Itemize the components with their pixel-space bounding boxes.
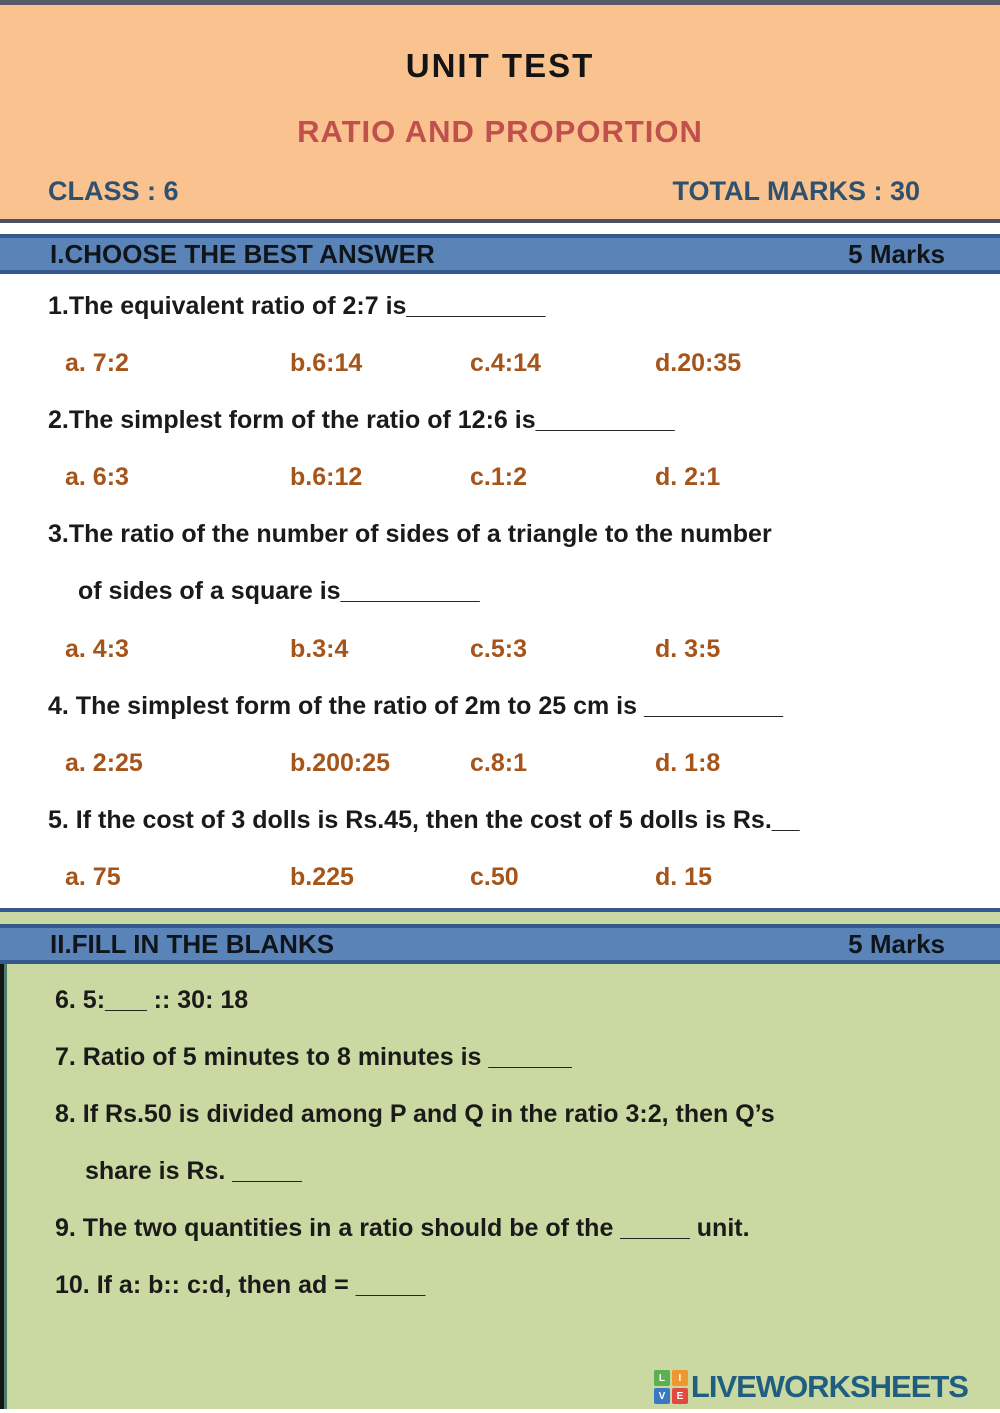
mcq-questions <box>0 274 1000 908</box>
options-row <box>0 863 1000 892</box>
option-a: a. 6:3 <box>65 463 129 492</box>
option-d: d. 2:1 <box>655 463 721 492</box>
worksheet-header <box>0 5 1000 219</box>
spacer <box>0 223 1000 234</box>
option-a: a. 7:2 <box>65 349 129 378</box>
option-d: d. 15 <box>655 862 712 891</box>
logo-tile-e: E <box>672 1388 688 1404</box>
question-text: 1.The equivalent ratio of 2:7 is__________ <box>48 292 546 321</box>
option-a: a. 4:3 <box>65 634 129 663</box>
options-row <box>0 635 1000 664</box>
page-title: UNIT TEST <box>405 47 595 84</box>
section2-marks: 5 Marks <box>848 928 945 959</box>
question-text: 9. The two quantities in a ratio should be of the _____ unit. <box>55 1214 750 1242</box>
section1-marks: 5 Marks <box>848 238 945 269</box>
option-d: d.20:35 <box>655 349 742 378</box>
divider-green-strip <box>0 912 1000 924</box>
section2-title: II.FILL IN THE BLANKS <box>50 928 335 959</box>
liveworksheets-tiles-icon <box>654 1370 688 1404</box>
header-meta-row <box>0 176 1000 207</box>
option-d: d. 3:5 <box>655 634 721 663</box>
option-b: b.200:25 <box>290 748 391 777</box>
section2-header-bar <box>0 924 1000 964</box>
option-b: b.225 <box>290 862 354 891</box>
section1-header-bar <box>0 234 1000 274</box>
section1-title: I.CHOOSE THE BEST ANSWER <box>50 238 435 269</box>
question-text: 10. If a: b:: c:d, then ad = _____ <box>55 1271 426 1299</box>
option-a: a. 75 <box>65 862 121 891</box>
logo-tile-l: L <box>654 1370 670 1386</box>
options-row <box>0 463 1000 492</box>
option-c: c.50 <box>470 862 519 891</box>
fill-in-section <box>0 964 1000 1409</box>
question-text: 6. 5:___ :: 30: 18 <box>55 986 249 1014</box>
option-b: b.3:4 <box>290 634 349 663</box>
question-text: of sides of a square is__________ <box>78 577 480 606</box>
liveworksheets-wordmark: LIVEWORKSHEETS <box>690 1369 968 1404</box>
logo-tile-v: V <box>654 1388 670 1404</box>
question-text: 5. If the cost of 3 dolls is Rs.45, then the cost of 5 dolls is Rs.__ <box>48 805 800 834</box>
options-row <box>0 349 1000 378</box>
option-c: c.8:1 <box>470 748 527 777</box>
question-text: share is Rs. _____ <box>85 1157 302 1185</box>
question-text: 2.The simplest form of the ratio of 12:6 is__________ <box>48 406 675 435</box>
question-text: 8. If Rs.50 is divided among P and Q in the ratio 3:2, then Q’s <box>55 1100 775 1128</box>
option-d: d. 1:8 <box>655 748 721 777</box>
option-c: c.5:3 <box>470 634 527 663</box>
class-label: CLASS : 6 <box>48 176 179 206</box>
logo-tile-i: I <box>672 1370 688 1386</box>
option-c: c.1:2 <box>470 463 527 492</box>
question-text: 4. The simplest form of the ratio of 2m to 25 cm is __________ <box>48 691 783 720</box>
options-row <box>0 749 1000 778</box>
question-text: 3.The ratio of the number of sides of a triangle to the number <box>48 520 772 549</box>
option-b: b.6:14 <box>290 349 363 378</box>
page-subtitle: RATIO AND PROPORTION <box>297 114 703 149</box>
option-c: c.4:14 <box>470 349 541 378</box>
question-text: 7. Ratio of 5 minutes to 8 minutes is ______ <box>55 1043 572 1071</box>
option-b: b.6:12 <box>290 463 363 492</box>
option-a: a. 2:25 <box>65 748 143 777</box>
fill-in-questions <box>4 964 1000 1409</box>
liveworksheets-logo <box>654 1369 968 1405</box>
total-marks-label: TOTAL MARKS : 30 <box>672 176 920 206</box>
